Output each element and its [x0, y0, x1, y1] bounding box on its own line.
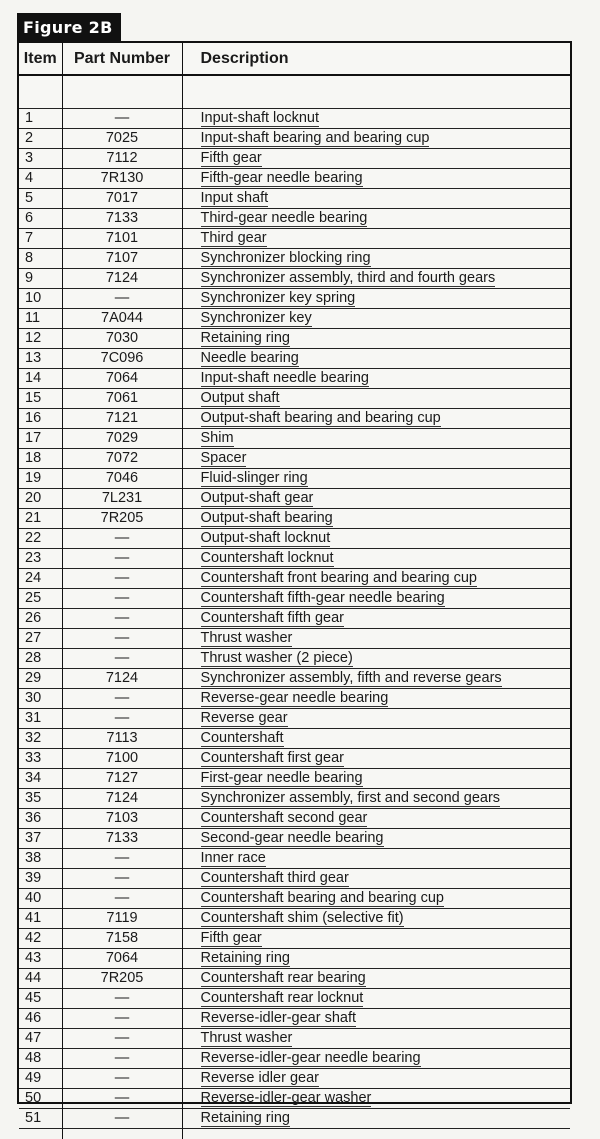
description-cell — [182, 349, 570, 369]
item-number-cell: 14 — [19, 369, 62, 389]
description-cell — [182, 189, 570, 209]
item-number-cell: 22 — [19, 529, 62, 549]
description-cell — [182, 529, 570, 549]
description-cell — [182, 269, 570, 289]
description-text: Output shaft — [201, 390, 280, 407]
part-number-cell: 7064 — [62, 949, 182, 969]
description-text: Third-gear needle bearing — [201, 210, 368, 227]
description-cell — [182, 769, 570, 789]
description-text: Input-shaft bearing and bearing cup — [201, 130, 430, 147]
description-text: Synchronizer assembly, first and second gears — [201, 790, 501, 807]
table-row — [19, 1109, 570, 1129]
part-number-cell: 7017 — [62, 189, 182, 209]
description-cell — [182, 389, 570, 409]
part-number-cell: 7046 — [62, 469, 182, 489]
description-text: Output-shaft bearing and bearing cup — [201, 410, 441, 427]
item-number-cell: 1 — [19, 109, 62, 129]
table-spacer — [19, 75, 570, 109]
item-number-cell: 26 — [19, 609, 62, 629]
part-number-cell: 7112 — [62, 149, 182, 169]
description-cell — [182, 229, 570, 249]
description-text: Countershaft first gear — [201, 750, 344, 767]
part-number-cell: — — [62, 629, 182, 649]
description-text: Output-shaft bearing — [201, 510, 333, 527]
table-row — [19, 649, 570, 669]
description-cell — [182, 689, 570, 709]
description-cell — [182, 889, 570, 909]
table-row — [19, 1089, 570, 1109]
item-number-cell: 5 — [19, 189, 62, 209]
item-number-cell: 3 — [19, 149, 62, 169]
item-number-cell: 2 — [19, 129, 62, 149]
table-row — [19, 829, 570, 849]
part-number-cell: — — [62, 709, 182, 729]
item-number-cell: 29 — [19, 669, 62, 689]
part-number-cell: 7025 — [62, 129, 182, 149]
description-text: Reverse-idler-gear needle bearing — [201, 1050, 421, 1067]
description-text: Third gear — [201, 230, 267, 247]
part-number-cell: — — [62, 1049, 182, 1069]
description-text: Countershaft rear bearing — [201, 970, 366, 987]
item-number-cell: 51 — [19, 1109, 62, 1129]
item-number-cell: 45 — [19, 989, 62, 1009]
description-text: Countershaft — [201, 730, 284, 747]
description-cell — [182, 469, 570, 489]
description-cell — [182, 849, 570, 869]
part-number-cell: — — [62, 1109, 182, 1129]
description-cell — [182, 669, 570, 689]
item-number-cell: 8 — [19, 249, 62, 269]
part-number-cell: 7R205 — [62, 509, 182, 529]
figure-label: Figure 2B — [17, 13, 121, 43]
description-text: Synchronizer blocking ring — [201, 250, 371, 267]
description-text: Countershaft fifth gear — [201, 610, 344, 627]
description-cell — [182, 549, 570, 569]
description-text: Spacer — [201, 450, 247, 467]
description-cell — [182, 149, 570, 169]
part-number-cell: 7113 — [62, 729, 182, 749]
table-header — [19, 43, 570, 75]
table-row — [19, 369, 570, 389]
table-row — [19, 989, 570, 1009]
part-number-cell: 7R205 — [62, 969, 182, 989]
description-cell — [182, 309, 570, 329]
item-number-cell: 24 — [19, 569, 62, 589]
item-number-cell: 43 — [19, 949, 62, 969]
item-column-header: Item — [19, 43, 62, 75]
description-cell — [182, 129, 570, 149]
table-fill — [19, 1129, 570, 1139]
table-row — [19, 529, 570, 549]
table-row — [19, 269, 570, 289]
item-number-cell: 32 — [19, 729, 62, 749]
description-cell — [182, 569, 570, 589]
part-number-cell: — — [62, 549, 182, 569]
item-number-cell: 23 — [19, 549, 62, 569]
part-number-cell: — — [62, 689, 182, 709]
table-body — [19, 109, 570, 1129]
part-number-cell: 7124 — [62, 269, 182, 289]
part-number-cell: 7121 — [62, 409, 182, 429]
part-number-cell: — — [62, 1009, 182, 1029]
description-cell — [182, 829, 570, 849]
table-row — [19, 849, 570, 869]
description-cell — [182, 109, 570, 129]
table-row — [19, 329, 570, 349]
description-text: Input shaft — [201, 190, 269, 207]
table-row — [19, 869, 570, 889]
description-cell — [182, 409, 570, 429]
description-text: Second-gear needle bearing — [201, 830, 384, 847]
description-text: Reverse gear — [201, 710, 288, 727]
description-text: Reverse idler gear — [201, 1070, 319, 1087]
table-row — [19, 609, 570, 629]
description-text: Retaining ring — [201, 330, 290, 347]
item-number-cell: 15 — [19, 389, 62, 409]
table-row — [19, 469, 570, 489]
table-row — [19, 189, 570, 209]
part-number-cell: — — [62, 1029, 182, 1049]
description-text: Retaining ring — [201, 1110, 290, 1127]
fill-cell — [62, 1129, 182, 1139]
item-number-cell: 25 — [19, 589, 62, 609]
description-cell — [182, 789, 570, 809]
description-text: Output-shaft locknut — [201, 530, 331, 547]
part-number-cell: 7119 — [62, 909, 182, 929]
description-text: Thrust washer (2 piece) — [201, 650, 353, 667]
part-number-cell: — — [62, 989, 182, 1009]
part-number-cell: — — [62, 649, 182, 669]
fill-row — [19, 1129, 570, 1139]
description-cell — [182, 209, 570, 229]
description-text: Fifth gear — [201, 930, 262, 947]
table-row — [19, 809, 570, 829]
table-row — [19, 509, 570, 529]
table-row — [19, 289, 570, 309]
description-cell — [182, 329, 570, 349]
item-number-cell: 12 — [19, 329, 62, 349]
item-number-cell: 40 — [19, 889, 62, 909]
part-number-cell: — — [62, 1089, 182, 1109]
table-row — [19, 449, 570, 469]
part-number-cell: 7029 — [62, 429, 182, 449]
description-text: Inner race — [201, 850, 266, 867]
description-text: Synchronizer key — [201, 310, 312, 327]
part-number-cell: 7A044 — [62, 309, 182, 329]
description-text: Output-shaft gear — [201, 490, 314, 507]
part-number-cell: 7127 — [62, 769, 182, 789]
part-number-cell: — — [62, 889, 182, 909]
part-number-cell: 7133 — [62, 209, 182, 229]
description-text: Synchronizer assembly, third and fourth gears — [201, 270, 496, 287]
description-cell — [182, 169, 570, 189]
description-cell — [182, 749, 570, 769]
description-cell — [182, 489, 570, 509]
description-cell — [182, 1049, 570, 1069]
table-row — [19, 1029, 570, 1049]
part-number-cell: 7100 — [62, 749, 182, 769]
item-number-cell: 17 — [19, 429, 62, 449]
description-cell — [182, 289, 570, 309]
table-row — [19, 769, 570, 789]
part-number-cell: 7C096 — [62, 349, 182, 369]
item-number-cell: 21 — [19, 509, 62, 529]
table-row — [19, 689, 570, 709]
description-cell — [182, 589, 570, 609]
description-text: Countershaft front bearing and bearing cup — [201, 570, 478, 587]
description-text: Input-shaft locknut — [201, 110, 320, 127]
description-cell — [182, 369, 570, 389]
item-number-cell: 28 — [19, 649, 62, 669]
part-number-cell: 7107 — [62, 249, 182, 269]
description-text: Countershaft rear locknut — [201, 990, 364, 1007]
table-row — [19, 729, 570, 749]
table-row — [19, 749, 570, 769]
table-row — [19, 129, 570, 149]
description-cell — [182, 1009, 570, 1029]
description-text: First-gear needle bearing — [201, 770, 363, 787]
part-number-cell: 7133 — [62, 829, 182, 849]
description-text: Fluid-slinger ring — [201, 470, 308, 487]
description-cell — [182, 509, 570, 529]
item-number-cell: 11 — [19, 309, 62, 329]
table-row — [19, 209, 570, 229]
part-number-cell: — — [62, 289, 182, 309]
part-number-cell: 7064 — [62, 369, 182, 389]
description-text: Countershaft second gear — [201, 810, 368, 827]
part-number-cell: — — [62, 569, 182, 589]
table-row — [19, 909, 570, 929]
fill-cell — [19, 1129, 62, 1139]
description-text: Thrust washer — [201, 1030, 293, 1047]
description-cell — [182, 949, 570, 969]
part-number-cell: — — [62, 849, 182, 869]
description-text: Countershaft bearing and bearing cup — [201, 890, 444, 907]
description-text: Shim — [201, 430, 234, 447]
table-row — [19, 249, 570, 269]
table-row — [19, 629, 570, 649]
item-number-cell: 36 — [19, 809, 62, 829]
description-cell — [182, 989, 570, 1009]
table-row — [19, 309, 570, 329]
table-row — [19, 929, 570, 949]
spacer-cell — [19, 75, 62, 109]
part-number-cell: 7103 — [62, 809, 182, 829]
table-row — [19, 589, 570, 609]
header-row — [19, 43, 570, 75]
parts-table-frame — [17, 41, 572, 1104]
table-row — [19, 109, 570, 129]
description-text: Input-shaft needle bearing — [201, 370, 370, 387]
table-row — [19, 389, 570, 409]
description-text: Fifth-gear needle bearing — [201, 170, 363, 187]
part-number-cell: — — [62, 1069, 182, 1089]
description-text: Countershaft fifth-gear needle bearing — [201, 590, 445, 607]
item-number-cell: 38 — [19, 849, 62, 869]
description-cell — [182, 649, 570, 669]
description-text: Countershaft locknut — [201, 550, 334, 567]
description-cell — [182, 969, 570, 989]
description-text: Synchronizer key spring — [201, 290, 356, 307]
table-row — [19, 1049, 570, 1069]
spacer-cell — [62, 75, 182, 109]
item-number-cell: 39 — [19, 869, 62, 889]
spacer-row — [19, 75, 570, 109]
item-number-cell: 41 — [19, 909, 62, 929]
description-cell — [182, 429, 570, 449]
item-number-cell: 20 — [19, 489, 62, 509]
table-row — [19, 349, 570, 369]
table-row — [19, 669, 570, 689]
item-number-cell: 19 — [19, 469, 62, 489]
item-number-cell: 33 — [19, 749, 62, 769]
item-number-cell: 27 — [19, 629, 62, 649]
description-cell — [182, 809, 570, 829]
item-number-cell: 46 — [19, 1009, 62, 1029]
table-row — [19, 429, 570, 449]
description-text: Fifth gear — [201, 150, 262, 167]
item-number-cell: 35 — [19, 789, 62, 809]
table-row — [19, 889, 570, 909]
description-cell — [182, 1069, 570, 1089]
description-cell — [182, 709, 570, 729]
item-number-cell: 7 — [19, 229, 62, 249]
part-number-cell: 7072 — [62, 449, 182, 469]
description-text: Thrust washer — [201, 630, 293, 647]
parts-table — [19, 43, 570, 1139]
part-number-cell: 7061 — [62, 389, 182, 409]
part-number-cell: 7R130 — [62, 169, 182, 189]
description-text: Synchronizer assembly, fifth and reverse gears — [201, 670, 502, 687]
description-cell — [182, 869, 570, 889]
fill-cell — [182, 1129, 570, 1139]
item-number-cell: 50 — [19, 1089, 62, 1109]
item-number-cell: 18 — [19, 449, 62, 469]
part-number-cell: — — [62, 609, 182, 629]
item-number-cell: 6 — [19, 209, 62, 229]
description-text: Retaining ring — [201, 950, 290, 967]
item-number-cell: 30 — [19, 689, 62, 709]
table-row — [19, 229, 570, 249]
item-number-cell: 31 — [19, 709, 62, 729]
item-number-cell: 49 — [19, 1069, 62, 1089]
description-cell — [182, 729, 570, 749]
table-row — [19, 789, 570, 809]
table-row — [19, 409, 570, 429]
item-number-cell: 42 — [19, 929, 62, 949]
table-row — [19, 149, 570, 169]
item-number-cell: 34 — [19, 769, 62, 789]
description-text: Countershaft shim (selective fit) — [201, 910, 404, 927]
description-cell — [182, 609, 570, 629]
part-number-column-header: Part Number — [62, 43, 182, 75]
part-number-cell: 7158 — [62, 929, 182, 949]
table-row — [19, 489, 570, 509]
description-cell — [182, 449, 570, 469]
table-row — [19, 569, 570, 589]
table-row — [19, 969, 570, 989]
item-number-cell: 16 — [19, 409, 62, 429]
description-text: Reverse-gear needle bearing — [201, 690, 389, 707]
description-cell — [182, 1089, 570, 1109]
description-column-header: Description — [182, 43, 570, 75]
description-cell — [182, 1109, 570, 1129]
part-number-cell: — — [62, 529, 182, 549]
table-row — [19, 949, 570, 969]
table-row — [19, 169, 570, 189]
part-number-cell: 7124 — [62, 789, 182, 809]
item-number-cell: 10 — [19, 289, 62, 309]
table-row — [19, 709, 570, 729]
description-text: Reverse-idler-gear shaft — [201, 1010, 357, 1027]
description-cell — [182, 629, 570, 649]
part-number-cell: 7124 — [62, 669, 182, 689]
description-cell — [182, 1029, 570, 1049]
item-number-cell: 13 — [19, 349, 62, 369]
part-number-cell: — — [62, 109, 182, 129]
table-row — [19, 1069, 570, 1089]
item-number-cell: 9 — [19, 269, 62, 289]
item-number-cell: 37 — [19, 829, 62, 849]
item-number-cell: 48 — [19, 1049, 62, 1069]
part-number-cell: 7101 — [62, 229, 182, 249]
description-cell — [182, 929, 570, 949]
table-row — [19, 1009, 570, 1029]
part-number-cell: — — [62, 869, 182, 889]
spacer-cell — [182, 75, 570, 109]
description-text: Countershaft third gear — [201, 870, 349, 887]
part-number-cell: 7030 — [62, 329, 182, 349]
description-text: Reverse-idler-gear washer — [201, 1090, 372, 1107]
description-cell — [182, 909, 570, 929]
item-number-cell: 4 — [19, 169, 62, 189]
item-number-cell: 44 — [19, 969, 62, 989]
item-number-cell: 47 — [19, 1029, 62, 1049]
table-row — [19, 549, 570, 569]
description-text: Needle bearing — [201, 350, 299, 367]
part-number-cell: 7L231 — [62, 489, 182, 509]
part-number-cell: — — [62, 589, 182, 609]
description-cell — [182, 249, 570, 269]
